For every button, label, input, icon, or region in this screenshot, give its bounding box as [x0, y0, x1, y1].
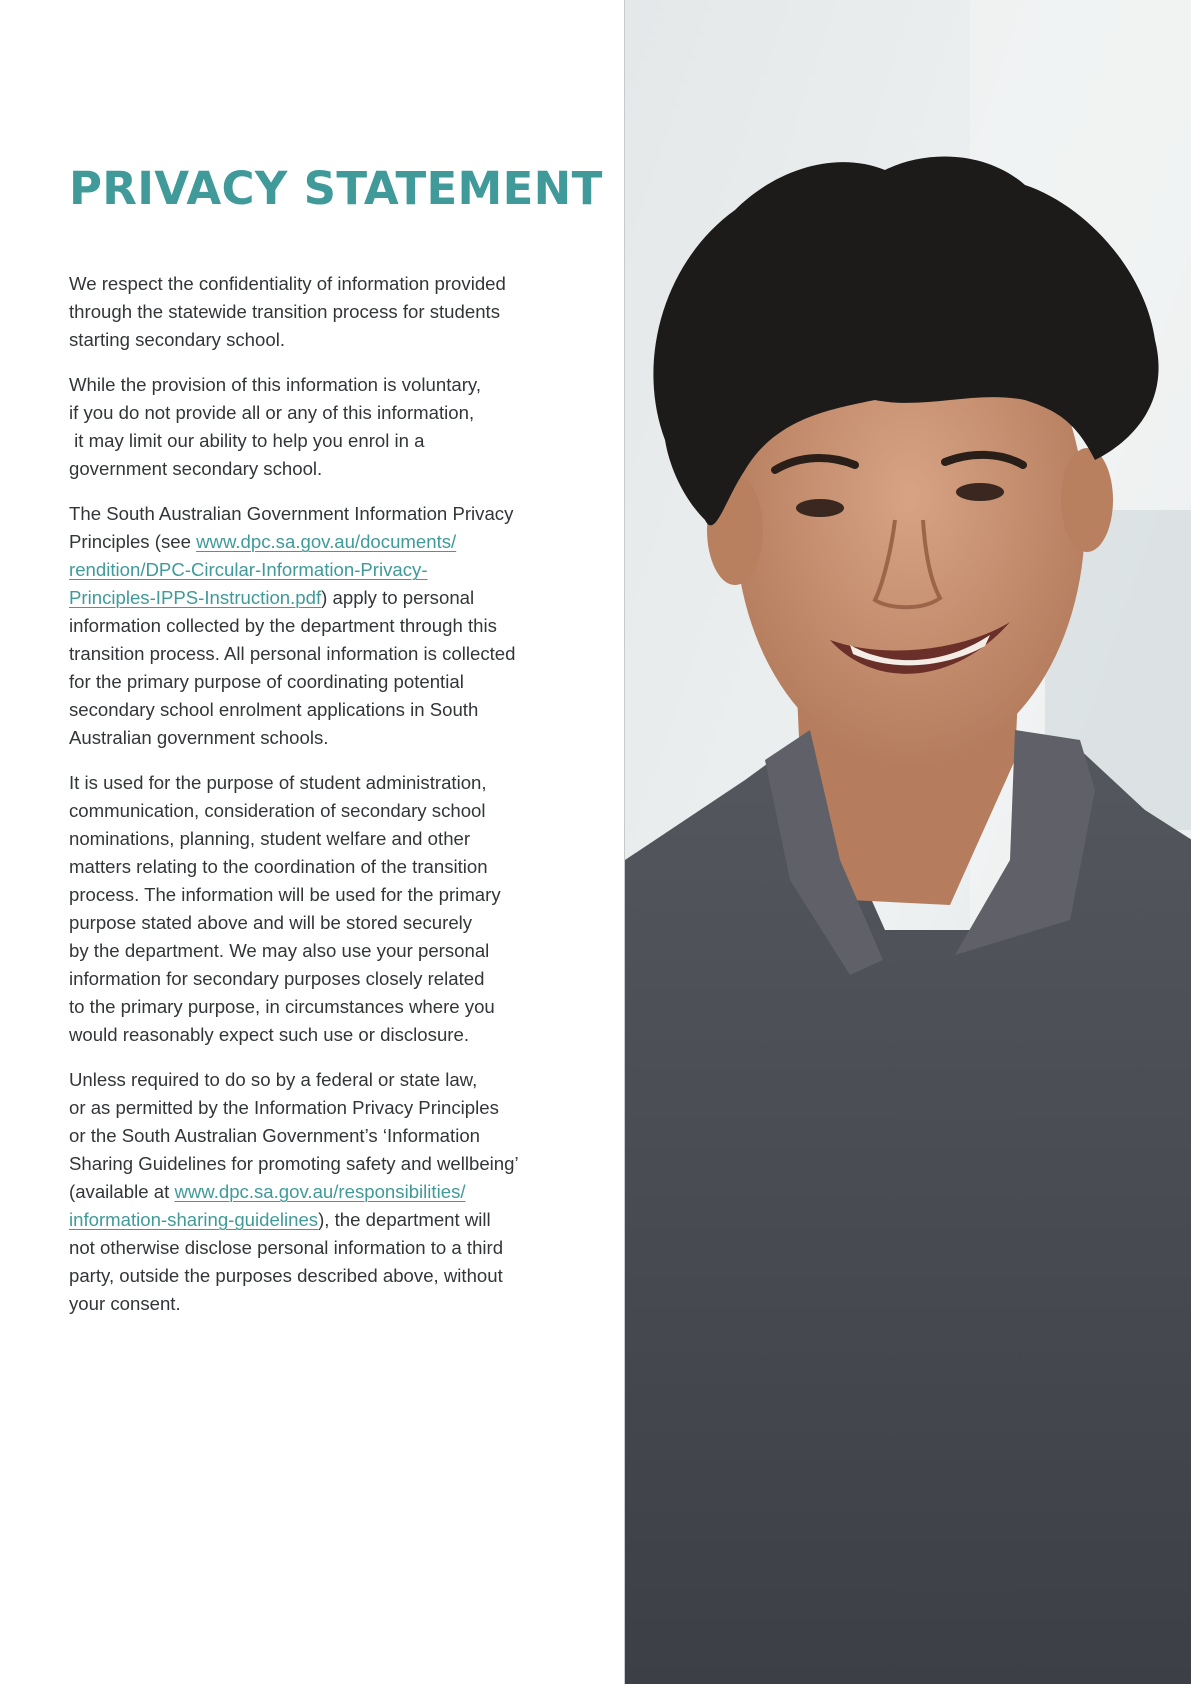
- link-text[interactable]: www.dpc.sa.gov.au/responsibilities/: [174, 1181, 466, 1202]
- text-line: transition process. All personal information is collected: [69, 643, 516, 664]
- portrait-illustration: [625, 0, 1191, 1684]
- text-line: starting secondary school.: [69, 329, 286, 350]
- text-line: [69, 1178, 579, 1206]
- text-fragment: (available at: [69, 1181, 175, 1202]
- paragraph-confidentiality: [69, 270, 579, 354]
- text-line: matters relating to the coordination of the transition: [69, 856, 488, 877]
- text-fragment: ) apply to personal: [321, 587, 475, 608]
- text-line: if you do not provide all or any of this information,: [69, 402, 475, 423]
- privacy-statement-column: [69, 160, 603, 1335]
- text-line: party, outside the purposes described above, without: [69, 1265, 503, 1286]
- text-line: Unless required to do so by a federal or state law,: [69, 1069, 478, 1090]
- text-line: We respect the confidentiality of information provided: [69, 273, 506, 294]
- text-fragment: Principles (see: [69, 531, 197, 552]
- text-line: information collected by the department through this: [69, 615, 497, 636]
- info-sharing-guidelines-link[interactable]: [174, 1181, 465, 1202]
- paragraph-privacy-principles: [69, 500, 579, 752]
- text-line: [69, 584, 579, 612]
- text-line: [69, 528, 579, 556]
- ear-right: [1061, 448, 1113, 552]
- link-text[interactable]: information-sharing-guidelines: [69, 1209, 319, 1230]
- text-line: While the provision of this information is voluntary,: [69, 374, 481, 395]
- text-line: secondary school enrolment applications in South: [69, 699, 479, 720]
- text-line: communication, consideration of secondary school: [69, 800, 486, 821]
- text-line: purpose stated above and will be stored securely: [69, 912, 473, 933]
- text-line: government secondary school.: [69, 458, 323, 479]
- student-portrait-photo: [624, 0, 1191, 1684]
- eye-left: [796, 499, 844, 517]
- text-line: process. The information will be used for the primary: [69, 884, 501, 905]
- paragraph-voluntary: [69, 371, 579, 483]
- text-line: would reasonably expect such use or disclosure.: [69, 1024, 469, 1045]
- ipps-instruction-link[interactable]: [69, 587, 321, 608]
- text-line: for the primary purpose of coordinating potential: [69, 671, 464, 692]
- text-line: [69, 556, 579, 584]
- text-line: through the statewide transition process for students: [69, 301, 500, 322]
- text-line: it may limit our ability to help you enrol in a: [69, 430, 425, 451]
- text-line: Australian government schools.: [69, 727, 329, 748]
- text-line: Sharing Guidelines for promoting safety and wellbeing’: [69, 1153, 519, 1174]
- text-line: It is used for the purpose of student administration,: [69, 772, 487, 793]
- text-line: your consent.: [69, 1293, 181, 1314]
- eye-right: [956, 483, 1004, 501]
- text-line: The South Australian Government Information Privacy: [69, 503, 514, 524]
- text-line: or as permitted by the Information Privacy Principles: [69, 1097, 499, 1118]
- text-line: [69, 1206, 579, 1234]
- text-line: to the primary purpose, in circumstances where you: [69, 996, 495, 1017]
- text-line: by the department. We may also use your personal: [69, 940, 490, 961]
- link-text[interactable]: www.dpc.sa.gov.au/documents/: [196, 531, 457, 552]
- text-line: information for secondary purposes closely related: [69, 968, 485, 989]
- paragraph-disclosure: [69, 1066, 579, 1318]
- ipps-instruction-link[interactable]: [196, 531, 456, 552]
- paragraph-use-of-information: [69, 769, 579, 1049]
- text-fragment: ), the department will: [318, 1209, 491, 1230]
- text-line: not otherwise disclose personal information to a third: [69, 1237, 504, 1258]
- text-line: nominations, planning, student welfare and other: [69, 828, 471, 849]
- page-title: PRIVACY STATEMENT: [69, 162, 603, 215]
- text-line: or the South Australian Government’s ‘Information: [69, 1125, 481, 1146]
- link-text[interactable]: rendition/DPC-Circular-Information-Privacy-: [69, 559, 428, 580]
- info-sharing-guidelines-link[interactable]: [69, 1209, 318, 1230]
- link-text[interactable]: Principles-IPPS-Instruction.pdf: [69, 587, 322, 608]
- ipps-instruction-link[interactable]: [69, 559, 428, 580]
